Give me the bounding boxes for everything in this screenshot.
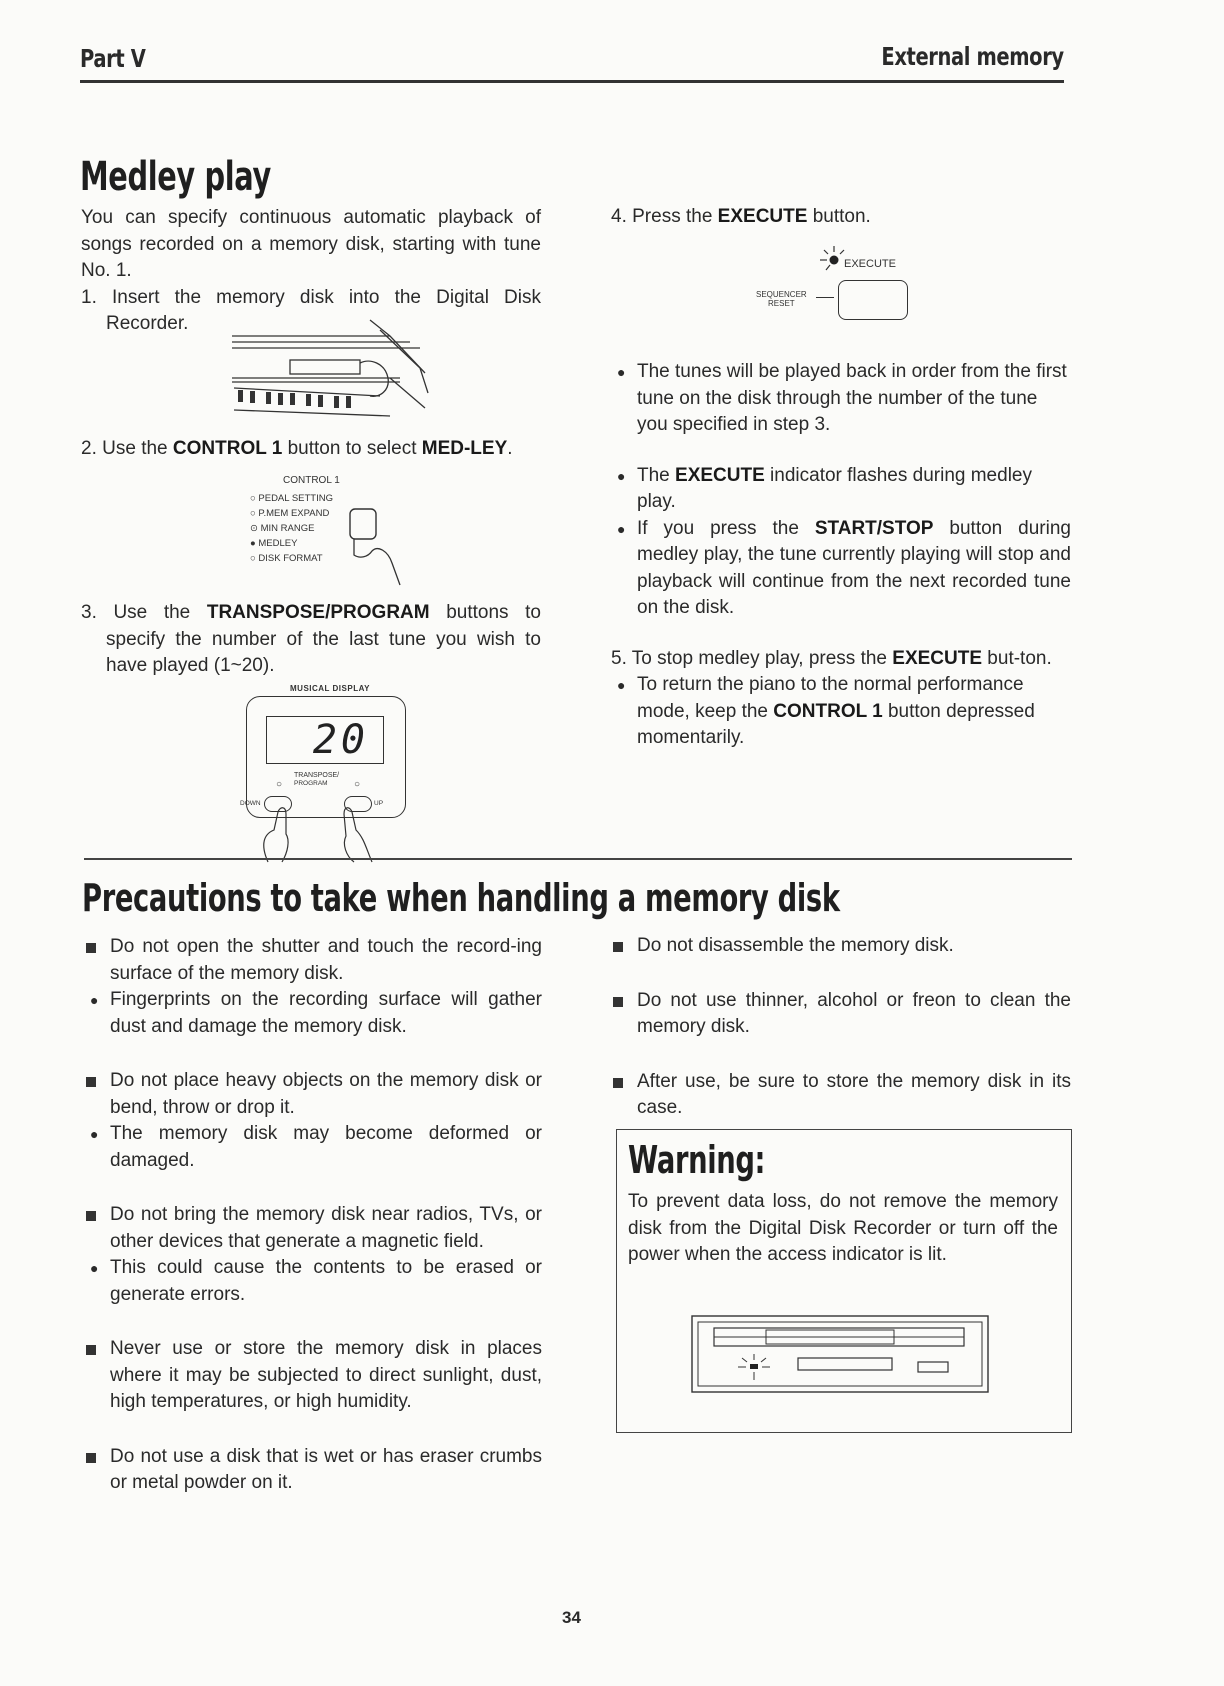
control1-title: CONTROL 1 [283,475,340,486]
control1-options [250,491,333,566]
option-pedal-setting: ○ PEDAL SETTING [250,493,333,504]
option-disk-format: ○ DISK FORMAT [250,553,323,564]
step-4: 4. Press the EXECUTE button. [611,206,871,227]
precaution-erased: ● This could cause the contents to be erased or generate errors. [90,1257,542,1305]
disk-drive-illustration [690,1314,990,1394]
step-2: 2. Use the CONTROL 1 button to select MED-LEY. [81,438,513,459]
execute-ref: EXECUTE [717,206,808,227]
control1-ref: CONTROL 1 [172,438,283,459]
sequencer-reset-line [816,297,834,298]
step-1: 1. Insert the memory disk into the Digital Disk Recorder. [81,286,541,334]
transpose-label: TRANSPOSE/ [294,772,340,779]
page-number: 34 [562,1608,581,1627]
precaution-shutter: Do not open the shutter and touch the record-ing surface of the memory disk. [84,934,542,987]
note-execute-flashes: ● The EXECUTE indicator flashes during medley play. [617,464,1032,512]
down-label: DOWN [240,800,261,807]
warning-title: Warning: [628,1138,766,1182]
section-label: External memory [881,42,1064,71]
musical-display-illustration [240,684,420,864]
medley-right-notes [611,359,1071,752]
warning-box [616,1129,1072,1433]
precaution-disassemble: Do not disassemble the memory disk. [611,933,1071,960]
disk-insert-illustration [230,318,430,418]
precaution-storage-places: Never use or store the memory disk in places where it may be subjected to direct sunlight, dust, high temperatures, or high humidity. [84,1336,542,1416]
control1-panel [238,475,438,605]
option-min-range: ⊙ MIN RANGE [250,523,315,534]
precaution-wet-disk: Do not use a disk that is wet or has eraser crumbs or metal powder on it. [84,1444,542,1497]
step-5: 5. To stop medley play, press the EXECUTE but-ton. [611,647,1052,669]
precaution-store-case: After use, be sure to store the memory disk in its case. [611,1069,1071,1122]
medley-title: Medley play [80,154,271,200]
note-start-stop: ● If you press the START/STOP button during medley play, the tune currently playing will stop and playback will continue from the next recorded tune on the disk. [617,517,1071,618]
precautions-left-column [84,934,542,1497]
execute-panel-illustration [756,244,936,324]
fingers-illustration [250,804,410,864]
part-label: Part V [80,44,146,73]
sequencer-reset-label: SEQUENCER RESET [756,290,807,308]
up-label: UP [374,800,384,807]
led-display [266,716,384,764]
medley-ref: MED-LEY [421,438,508,459]
warning-text: To prevent data loss, do not remove the memory disk from the Digital Disk Recorder or turn off the power when the access indicator is lit. [628,1191,1058,1265]
note-playback-order: ● The tunes will be played back in order from the first tune on the disk through the number of the tune you specified in step 3. [617,361,1067,435]
down-led-icon: ○ [276,779,283,790]
control1-button-illustration [348,505,428,595]
precaution-magnetic: Do not bring the memory disk near radios, TVs, or other devices that generate a magnetic field. [84,1202,542,1255]
medley-intro: You can specify continuous automatic playback of songs recorded on a memory disk, starting with tune No. 1. [81,207,541,281]
execute-label: EXECUTE [844,258,896,270]
step-3: 3. Use the TRANSPOSE/PROGRAM buttons to specify the number of the last tune you wish to have played (1~20). [81,602,541,676]
precaution-heavy-objects: Do not place heavy objects on the memory disk or bend, throw or drop it. [84,1068,542,1121]
program-label: PROGRAM [294,780,328,787]
option-medley: ● MEDLEY [250,538,298,549]
note-return-normal: ● To return the piano to the normal performance mode, keep the CONTROL 1 button depressed momentarily. [617,674,1035,748]
precautions-right-column [611,933,1071,1122]
section-divider [84,858,1072,860]
execute-button[interactable] [838,280,908,320]
transpose-program-ref: TRANSPOSE/PROGRAM [206,602,430,623]
up-led-icon: ○ [354,779,361,790]
musical-display-label: MUSICAL DISPLAY [290,684,370,693]
option-pmem-expand: ○ P.MEM EXPAND [250,508,330,519]
precaution-fingerprints: ● Fingerprints on the recording surface will gather dust and damage the memory disk. [90,989,542,1037]
precaution-thinner: Do not use thinner, alcohol or freon to clean the memory disk. [611,988,1071,1041]
led-value: 20 [312,717,369,763]
precaution-deformed: ● The memory disk may become deformed or damaged. [90,1123,542,1171]
header-rule [80,80,1064,83]
precautions-title: Precautions to take when handling a memory disk [82,876,840,920]
